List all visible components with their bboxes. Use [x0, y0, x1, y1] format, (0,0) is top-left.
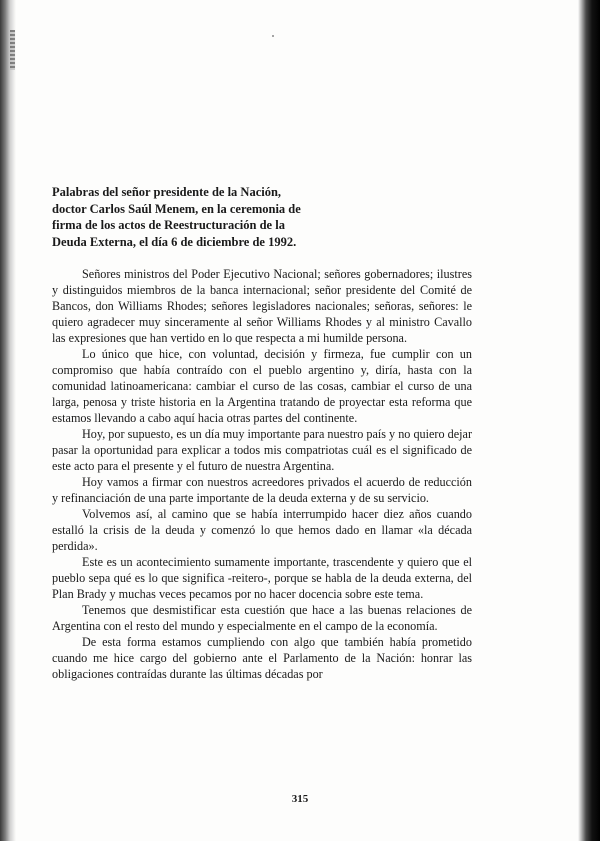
paragraph: De esta forma estamos cumpliendo con algo que también había prometido cuando me hice cargo del gobierno ante el Parlamento de la Nación: honrar las obligaciones contraídas durante las últimas décadas por	[52, 635, 472, 681]
paragraph: Tenemos que desmistificar esta cuestión que hace a las buenas relaciones de Argentina con el resto del mundo y especialmente en el campo de la economía.	[52, 603, 472, 633]
page-edge-left	[0, 0, 16, 841]
title-line: firma de los actos de Reestructuración de la	[52, 218, 285, 232]
speech-title	[52, 184, 352, 250]
paragraph: Hoy, por supuesto, es un día muy importante para nuestro país y no quiero dejar pasar la oportunidad para explicar a todos mis compatriotas cuál es el significado de este acto para el presente y el futuro de nuestra Argentina.	[52, 427, 472, 473]
paragraph: Señores ministros del Poder Ejecutivo Nacional; señores gobernadores; ilustres y distinguidos miembros de la banca internacional; señor presidente del Comité de Bancos, don Williams Rhodes; señores legisladores nacionales; señoras, señores: le quiero agradecer muy sinceramente al señor Williams Rhodes y al ministro Cavallo las expresiones que han vertido en lo que respecta a mi humilde persona.	[52, 267, 472, 345]
title-line: doctor Carlos Saúl Menem, en la ceremonia de	[52, 201, 301, 216]
paragraph: Hoy vamos a firmar con nuestros acreedores privados el acuerdo de reducción y refinanciación de una parte importante de la deuda externa y de su servicio.	[52, 475, 472, 505]
paragraph: Este es un acontecimiento sumamente importante, trascendente y quiero que el pueblo sepa qué es lo que significa -reitero-, porque se habla de la deuda externa, del Plan Brady y muchas veces pecamos por no hacer docencia sobre este tema.	[52, 555, 472, 601]
title-line: Deuda Externa, el día 6 de diciembre de 1992.	[52, 234, 297, 249]
page-edge-right	[578, 0, 600, 841]
title-line: Palabras del señor presidente de la Nación,	[52, 185, 282, 199]
speech-body	[52, 266, 472, 682]
paragraph: Lo único que hice, con voluntad, decisión y firmeza, fue cumplir con un compromiso que había contraído con el pueblo argentino y, diría, hasta con la comunidad latinoamericana: cambiar el curso de las cosas, cambiar el curso de una larga, penosa y triste historia en la Argentina tratando de proyectar esta reforma que estamos llevando a cabo aquí hacia otras partes del continente.	[52, 347, 472, 425]
paragraph: Volvemos así, al camino que se había interrumpido hacer diez años cuando estalló la crisis de la deuda y comenzó lo que hemos dado en llamar «la década perdida».	[52, 507, 472, 553]
scan-speck	[272, 35, 274, 37]
page-number: 315	[291, 793, 309, 805]
